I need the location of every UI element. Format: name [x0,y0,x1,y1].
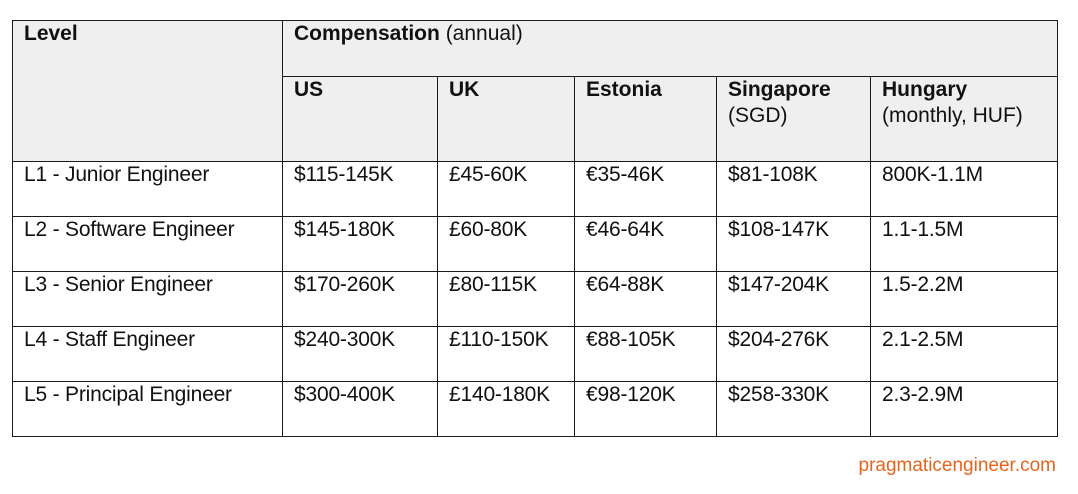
column-header-estonia [575,77,717,162]
table-row [13,162,1058,217]
value-cell-estonia: €98-120K [575,382,717,437]
column-header-name: US [294,78,324,101]
value-cell-uk: £140-180K [438,382,575,437]
column-header-name: Singapore [728,78,831,101]
table-row [13,382,1058,437]
level-cell: L4 - Staff Engineer [13,327,283,382]
value-cell-hungary: 800K-1.1M [871,162,1058,217]
compensation-header-note: (annual) [445,22,523,45]
table-row [13,327,1058,382]
level-cell: L1 - Junior Engineer [13,162,283,217]
value-cell-us: $115-145K [283,162,438,217]
column-header-singapore [717,77,871,162]
compensation-header-bold: Compensation [294,22,440,45]
value-cell-us: $300-400K [283,382,438,437]
column-header-sub: (SGD) [728,104,788,127]
column-header-hungary [871,77,1058,162]
value-cell-singapore: $108-147K [717,217,871,272]
value-cell-hungary: 1.5-2.2M [871,272,1058,327]
compensation-header [283,21,1058,77]
column-header-name: Estonia [586,78,662,101]
value-cell-hungary: 2.3-2.9M [871,382,1058,437]
table-row [13,217,1058,272]
value-cell-uk: £110-150K [438,327,575,382]
column-header-uk [438,77,575,162]
level-cell: L2 - Software Engineer [13,217,283,272]
level-header-label: Level [24,22,78,45]
value-cell-hungary: 2.1-2.5M [871,327,1058,382]
table-row [13,272,1058,327]
value-cell-us: $170-260K [283,272,438,327]
level-cell: L5 - Principal Engineer [13,382,283,437]
value-cell-uk: £60-80K [438,217,575,272]
level-cell: L3 - Senior Engineer [13,272,283,327]
source-attribution: pragmaticengineer.com [858,455,1056,476]
value-cell-singapore: $147-204K [717,272,871,327]
column-header-sub: (monthly, HUF) [882,104,1023,127]
value-cell-hungary: 1.1-1.5M [871,217,1058,272]
value-cell-uk: £45-60K [438,162,575,217]
value-cell-us: $145-180K [283,217,438,272]
value-cell-estonia: €46-64K [575,217,717,272]
value-cell-singapore: $81-108K [717,162,871,217]
value-cell-uk: £80-115K [438,272,575,327]
level-header [13,21,283,162]
column-header-name: Hungary [882,78,968,101]
value-cell-singapore: $204-276K [717,327,871,382]
value-cell-estonia: €35-46K [575,162,717,217]
compensation-table [12,20,1058,437]
value-cell-estonia: €88-105K [575,327,717,382]
value-cell-estonia: €64-88K [575,272,717,327]
value-cell-singapore: $258-330K [717,382,871,437]
column-header-name: UK [449,78,480,101]
value-cell-us: $240-300K [283,327,438,382]
column-header-us [283,77,438,162]
header-row-top [13,21,1058,77]
